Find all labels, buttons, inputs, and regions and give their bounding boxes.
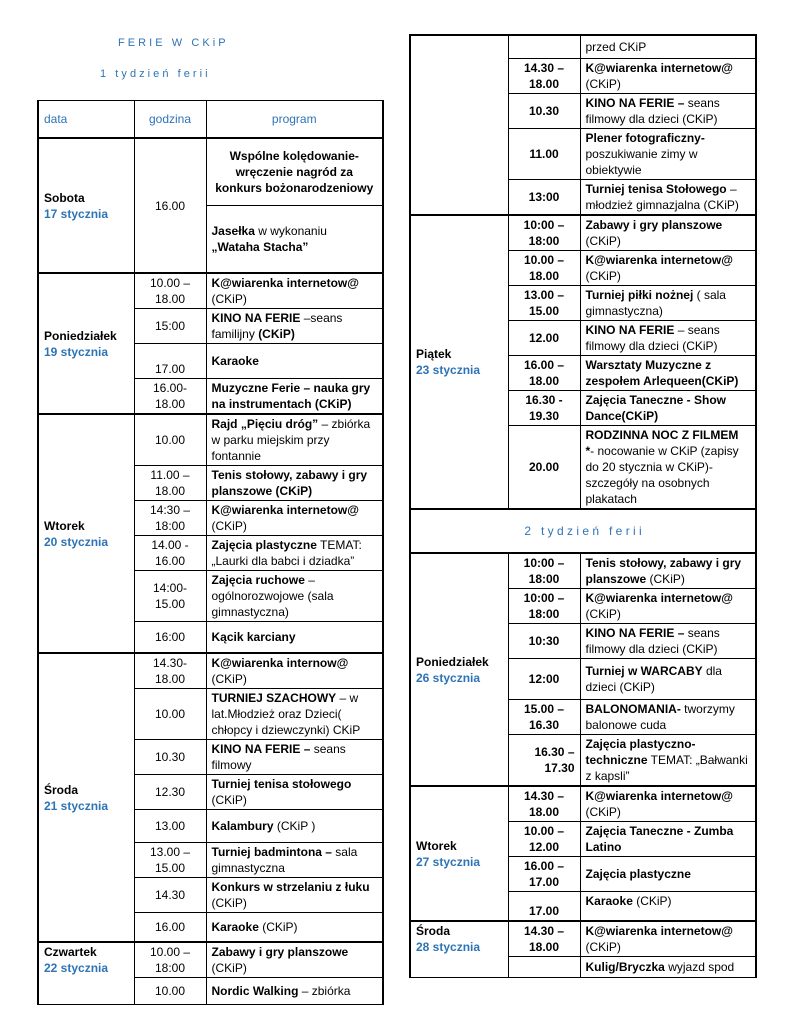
program-title: KINO NA FERIE – (585, 626, 685, 640)
day-name: Środa (44, 782, 79, 797)
week-1-title: 1 t y d z i e ń f e r i i (100, 68, 208, 80)
program-cell (580, 735, 756, 787)
program-desc: (CKiP) (211, 793, 247, 807)
program-title: Zabawy i gry planszowe (211, 945, 349, 959)
program-desc: – młodzież gimnazjalna (CKiP) (585, 182, 739, 212)
day-cell-wtorek (38, 414, 134, 653)
program-desc: (CKiP) (585, 234, 621, 248)
program-cell (580, 957, 756, 978)
program-title: Karaoke (211, 920, 259, 934)
header-date: data (38, 101, 134, 139)
day-date: 20 stycznia (44, 534, 109, 549)
day-name: Poniedziałek (416, 654, 489, 669)
time-cell: 10.00 – 18.00 (508, 251, 580, 286)
program-cell (206, 273, 383, 309)
header-time: godzina (134, 101, 206, 139)
day-cell-czwartek (38, 942, 134, 1005)
program-cell: Karaoke (206, 344, 383, 379)
program-desc: wyjazd spod (664, 960, 735, 974)
table-row (410, 786, 756, 822)
time-cell: 14:00- 15.00 (134, 571, 206, 622)
program-desc: (CKiP) (646, 572, 685, 586)
time-cell: 16.00 – 18.00 (508, 356, 580, 391)
schedule-table-left (37, 100, 384, 1005)
day-name: Wtorek (416, 838, 457, 853)
program-cell (206, 571, 383, 622)
time-cell: 15:00 (134, 309, 206, 344)
table-row (410, 921, 756, 957)
time-cell: 10.30 (134, 740, 206, 775)
program-title: Zajęcia plastyczno-techniczne (585, 737, 696, 767)
time-cell: 14.30 (134, 878, 206, 913)
program-desc: (CKiP) (211, 519, 247, 533)
program-desc: (CKiP) (211, 961, 247, 975)
header-program: program (206, 101, 383, 139)
program-title: K@wiarenka internetow@ (211, 503, 359, 517)
program-title: K@wiarenka internetow@ (585, 591, 733, 605)
program-desc: sala gimnastyczna (211, 845, 358, 875)
program-title: K@wiarenka internetow@ (585, 253, 733, 267)
program-desc: – w lat.Młodzież oraz Dzieci( chłopcy i dziewczynki) CKiP (211, 691, 361, 737)
program-cell (580, 426, 756, 510)
program-title: KINO NA FERIE – (585, 96, 685, 110)
time-cell: 16:00 (134, 622, 206, 654)
time-cell: 14:30 – 18:00 (134, 501, 206, 536)
program-title: Turniej w WARCABY (585, 664, 703, 678)
program-title: Nordic Walking (211, 984, 299, 998)
program-cell: Zajęcia Taneczne - Show Dance(CKiP) (580, 391, 756, 426)
program-desc: – ogólnorozwojowe (sala gimnastyczna) (211, 573, 334, 619)
program-desc: (CKiP ) (273, 819, 316, 833)
day-name: Czwartek (44, 945, 97, 959)
program-title: (CKiP) (258, 327, 295, 341)
time-cell: 16.00 (134, 138, 206, 273)
program-title: Karaoke (585, 894, 633, 908)
table-row (38, 138, 383, 206)
program-cell (206, 978, 383, 1005)
program-desc: seans filmowy dla dzieci (CKiP) (585, 96, 720, 126)
program-title: „Wataha Stacha” (211, 240, 309, 254)
program-title: Plener fotograficzny- (585, 131, 705, 145)
program-cell (206, 414, 383, 466)
program-desc: - nocowanie w CKiP (zapisy do 20 stycznia w CKiP)- szczegóły na osobnych plakatach (585, 444, 739, 506)
program-desc: dla dzieci (CKiP) (585, 664, 722, 694)
program-cell (580, 589, 756, 624)
program-title: Zabawy i gry planszowe (585, 218, 723, 232)
program-desc: (CKiP) (585, 269, 621, 283)
program-title: Kalambury (211, 819, 274, 833)
page-title: F E R I E W C K i P (118, 37, 226, 49)
program-desc: (CKiP) (585, 77, 621, 91)
program-cell (206, 206, 383, 274)
day-date: 22 stycznia (44, 961, 109, 975)
program-title: KINO NA FERIE (211, 311, 304, 325)
time-cell: 16.00- 18.00 (134, 379, 206, 415)
program-desc: TEMAT: „Bałwanki z kapsli” (585, 753, 748, 783)
time-cell: 13.00 – 15.00 (134, 843, 206, 878)
day-cell-wtorek-27 (410, 786, 508, 921)
program-title: K@wiarenka internow@ (211, 656, 349, 670)
program-title: Jasełka (211, 224, 255, 238)
program-cell (580, 659, 756, 700)
program-cell: przed CKiP (580, 35, 756, 59)
day-name: Sobota (44, 190, 85, 205)
program-cell (580, 94, 756, 129)
program-title: Turniej badmintona – (211, 845, 332, 859)
day-cell-poniedzialek-26 (410, 553, 508, 786)
time-cell: 10.00 – 12.00 (508, 822, 580, 857)
time-cell: 16.00 (134, 913, 206, 943)
program-desc: (CKiP) (585, 607, 621, 621)
time-cell: 10.00 (134, 414, 206, 466)
program-title: K@wiarenka internetow@ (585, 789, 733, 803)
program-cell (580, 129, 756, 180)
table-row (410, 553, 756, 589)
time-cell: 14.00 - 16.00 (134, 536, 206, 571)
program-title: Konkurs w strzelaniu z łuku (211, 880, 370, 894)
program-desc: – seans filmowy dla dzieci (CKiP) (585, 323, 720, 353)
program-title: BALONOMANIA- (585, 702, 681, 716)
time-cell: 20.00 (508, 426, 580, 510)
program-desc: – zbiórka w parku miejskim przy fontannie (211, 417, 371, 463)
table-row (38, 414, 383, 466)
day-date: 21 stycznia (44, 798, 109, 813)
time-cell: 13:00 (508, 180, 580, 216)
program-cell (206, 942, 383, 978)
day-name: Piątek (416, 347, 452, 361)
program-title: Zajęcia ruchowe (211, 573, 305, 587)
program-title: KINO NA FERIE – (211, 742, 311, 756)
program-cell (580, 180, 756, 216)
program-title: Rajd „Pięciu dróg” (211, 417, 319, 431)
program-desc: (CKiP) (211, 896, 247, 910)
day-name: Środa (416, 924, 451, 938)
program-title: Turniej piłki nożnej (585, 288, 694, 302)
program-cell: Wspólne kolędowanie- wręczenie nagród za konkurs bożonarodzeniowy (206, 138, 383, 206)
time-cell: 12.30 (134, 775, 206, 810)
time-cell: 10.00 – 18:00 (134, 942, 206, 978)
program-cell: Muzyczne Ferie – nauka gry na instrumentach (CKiP) (206, 379, 383, 415)
program-desc: seans filmowy (211, 742, 346, 772)
day-name: Wtorek (44, 518, 85, 533)
time-cell: 13.00 – 15.00 (508, 286, 580, 321)
week-2-row (410, 509, 756, 553)
program-title: K@wiarenka internetow@ (211, 276, 359, 290)
day-cell-sroda-28 (410, 921, 508, 978)
day-date: 23 stycznia (416, 363, 481, 377)
time-cell (508, 35, 580, 59)
program-cell: Kącik karciany (206, 622, 383, 654)
day-date: 19 stycznia (44, 344, 109, 359)
time-cell: 14.30 – 18.00 (508, 921, 580, 957)
program-title: Zajęcia plastyczne (211, 538, 317, 552)
program-cell (580, 59, 756, 94)
table-row (410, 35, 756, 59)
day-date: 27 stycznia (416, 854, 481, 869)
program-cell (206, 810, 383, 843)
program-cell (580, 321, 756, 356)
program-cell (580, 286, 756, 321)
week-2-title: 2 t y d z i e ń f e r i i (410, 509, 756, 553)
program-title: K@wiarenka internetow@ (585, 924, 733, 938)
program-cell: Zajęcia plastyczne (580, 857, 756, 892)
program-cell (580, 921, 756, 957)
time-cell: 10.30 (508, 94, 580, 129)
program-desc: (CKiP) (211, 672, 247, 686)
time-cell: 10:30 (508, 624, 580, 659)
time-cell: 16.30 – 17.30 (508, 735, 580, 787)
program-title: Turniej tenisa stołowego (211, 777, 352, 791)
day-date: 28 stycznia (416, 940, 481, 954)
program-desc: poszukiwanie zimy w obiektywie (585, 147, 698, 177)
program-desc: –seans familijny (211, 311, 343, 341)
schedule-table-right (409, 34, 757, 978)
program-cell (580, 892, 756, 922)
time-cell (508, 957, 580, 978)
time-cell: 10:00 – 18:00 (508, 589, 580, 624)
day-cell-poniedzialek (38, 273, 134, 414)
program-desc: (CKiP) (632, 894, 672, 908)
time-cell: 13.00 (134, 810, 206, 843)
time-cell: 10.00 – 18.00 (134, 273, 206, 309)
program-cell: Warsztaty Muzyczne z zespołem Arlequeen(CKiP) (580, 356, 756, 391)
program-cell (580, 624, 756, 659)
day-cell-czwartek-cont (410, 35, 508, 215)
program-cell: Zajęcia Taneczne - Zumba Latino (580, 822, 756, 857)
time-cell: 17.00 (508, 892, 580, 922)
program-desc: tworzymy balonowe cuda (585, 702, 735, 732)
time-cell: 14.30 – 18.00 (508, 786, 580, 822)
program-cell (206, 843, 383, 878)
time-cell: 17.00 (134, 344, 206, 379)
program-cell (206, 653, 383, 689)
program-cell (206, 536, 383, 571)
program-cell (206, 309, 383, 344)
time-cell: 11.00 (508, 129, 580, 180)
program-title: Turniej tenisa Stołowego (585, 182, 727, 196)
program-title: K@wiarenka internetow@ (585, 61, 733, 75)
program-desc: (CKiP) (585, 940, 621, 954)
table-header (38, 101, 383, 139)
day-cell-piatek (410, 215, 508, 509)
program-cell (206, 740, 383, 775)
table-row (410, 215, 756, 251)
program-cell (206, 501, 383, 536)
time-cell: 11.00 – 18.00 (134, 466, 206, 501)
table-row (38, 653, 383, 689)
program-cell (206, 689, 383, 740)
program-desc: (CKiP) (211, 292, 247, 306)
day-cell-sroda (38, 653, 134, 942)
program-desc: TEMAT: „Laurki dla babci i dziadka” (211, 538, 362, 568)
time-cell: 15.00 – 16.30 (508, 700, 580, 735)
program-cell (580, 553, 756, 589)
program-cell (206, 913, 383, 943)
time-cell: 16.30 - 19.30 (508, 391, 580, 426)
program-desc: seans filmowy dla dzieci (CKiP) (585, 626, 720, 656)
program-desc: (CKiP) (258, 920, 298, 934)
program-title: KINO NA FERIE (585, 323, 675, 337)
program-desc: w wykonaniu (254, 224, 327, 238)
time-cell: 10.00 (134, 689, 206, 740)
table-row (38, 273, 383, 309)
day-date: 26 stycznia (416, 670, 481, 685)
program-title: Tenis stołowy, zabawy i gry planszowe (585, 556, 742, 586)
time-cell: 16.00 – 17.00 (508, 857, 580, 892)
day-date: 17 stycznia (44, 206, 109, 221)
time-cell: 14.30- 18.00 (134, 653, 206, 689)
program-cell (580, 251, 756, 286)
program-cell (580, 700, 756, 735)
time-cell: 14.30 – 18.00 (508, 59, 580, 94)
time-cell: 10:00 – 18:00 (508, 553, 580, 589)
time-cell: 12:00 (508, 659, 580, 700)
program-cell (206, 775, 383, 810)
table-row (38, 942, 383, 978)
time-cell: 10:00 – 18:00 (508, 215, 580, 251)
program-desc: (CKiP) (585, 805, 621, 819)
program-title: Kulig/Bryczka (585, 960, 665, 974)
program-desc: – zbiórka (298, 984, 351, 998)
time-cell: 10.00 (134, 978, 206, 1005)
program-title: RODZINNA NOC Z FILMEM * (585, 428, 739, 458)
day-name: Poniedziałek (44, 328, 117, 343)
time-cell: 12.00 (508, 321, 580, 356)
program-title: TURNIEJ SZACHOWY (211, 691, 337, 705)
program-cell (580, 786, 756, 822)
program-cell: Tenis stołowy, zabawy i gry planszowe (CKiP) (206, 466, 383, 501)
program-cell (580, 215, 756, 251)
day-cell-sobota (38, 138, 134, 273)
program-cell (206, 878, 383, 913)
program-desc: ( sala gimnastyczna) (585, 288, 726, 318)
